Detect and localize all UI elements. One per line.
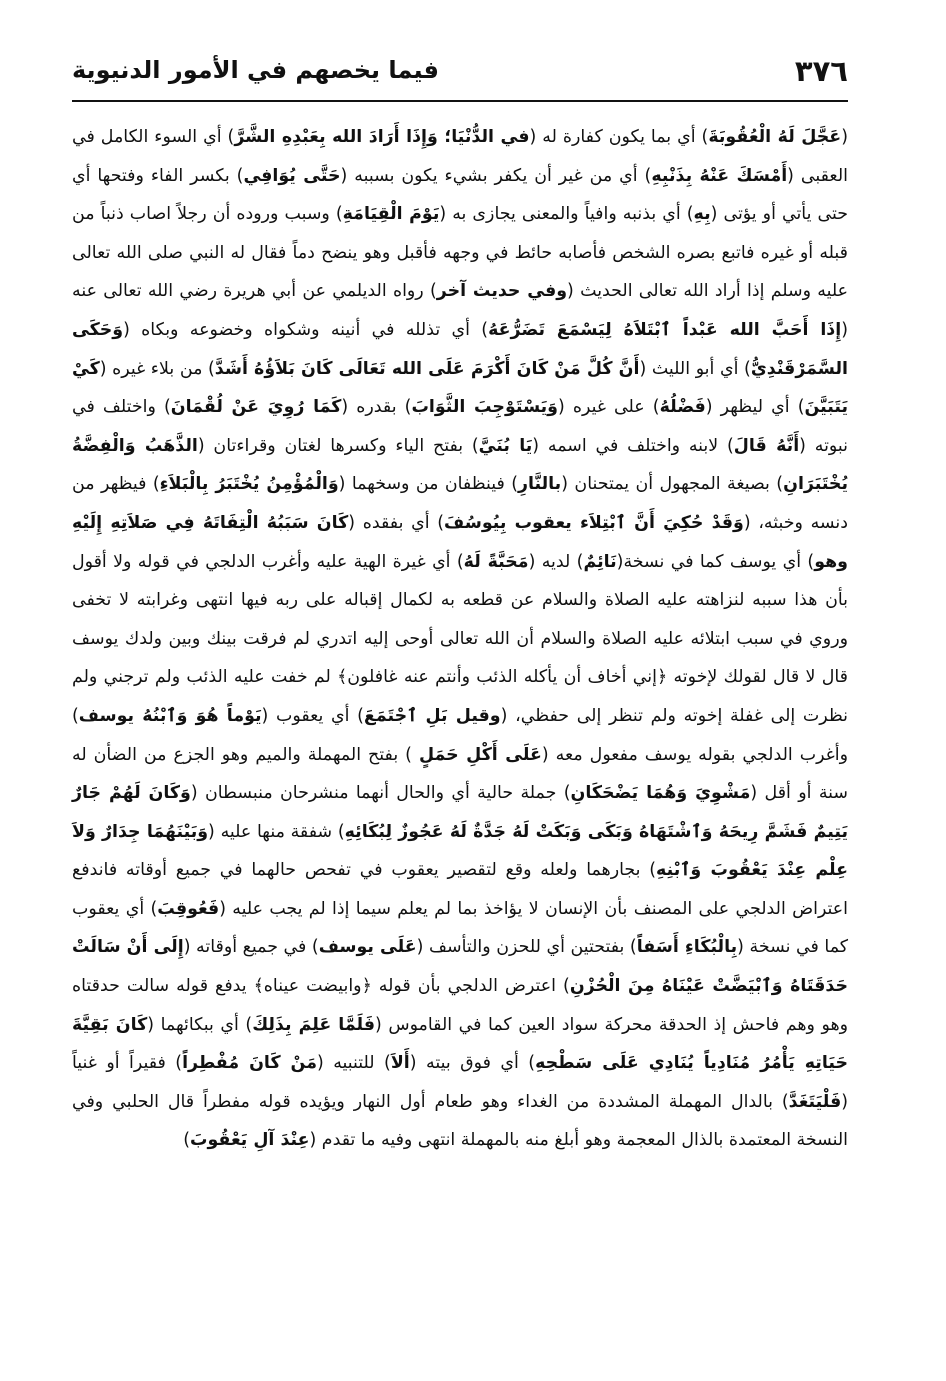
quoted-text-run: وَالْمُؤْمِنُ يُخْتَبَرُ بِالْبَلاَءِ	[159, 474, 339, 495]
quoted-text-run: في الدُّنْيَا؛ وَإِذَا أَرَادَ الله بِعَبْدِهِ الشَّرَّ	[234, 127, 530, 147]
commentary-text-run: ) أي ببكائهما (	[147, 1014, 253, 1035]
quoted-text-run: أَنَّهُ قَالَ	[733, 435, 800, 456]
commentary-text-run: ) بفتح الياء وكسرها لغتان وقراءتان (	[197, 435, 479, 456]
commentary-text-run: ) بفتحتين أي للحزن والتأسف (	[416, 937, 637, 958]
quoted-text-run: يَوْماً هُوَ وَٱبْنُهُ يوسف	[78, 705, 262, 726]
quoted-text-run: كَانَ بَقِيَّةَ حَيَاتِهِ يَأْمُرُ مُنَادِياً يُنَادِي عَلَى سَطْحِهِ	[72, 1014, 848, 1074]
commentary-text-run: ) اعترض الدلجي بأن قوله ﴿وابيضت عيناه﴾ يدفع قوله سالت حدقتاه وهو وهم فاحش إذ الحدقة محركة سواد العين كما في القاموس (	[72, 976, 849, 1035]
commentary-text-run: ) وسبب وروده أن رجلاً اصاب ذنباً من قبله أو غيره فاتبع بصره الشخص فأصابه حائط في وجهه فأقبل وهو ينضح دماً فقال له النبي صلى الله تعالى عليه وسلم إذا أراد الله تعالى الحديث (	[72, 204, 849, 302]
commentary-text-run: ) أي أبو الليث (	[639, 358, 751, 379]
quoted-text-run: حَتَّى يُوَافِي	[243, 165, 341, 186]
running-head: فيما يخصهم في الأمور الدنيوية	[72, 56, 439, 84]
quoted-text-run: عَلَى أَكْلِ حَمَلٍ	[418, 744, 542, 765]
commentary-text-run: ) شفقة منها عليه (	[208, 821, 345, 842]
quoted-text-run: عَجَّلَ لَهُ الْعُقُوبَةَ	[708, 127, 842, 147]
quoted-text-run: يَا بُنَيَّ	[478, 435, 533, 456]
commentary-text-run: ) لديه (	[528, 551, 584, 572]
commentary-text-run: ) أي من غير أن يكفر بشيء يكون بسببه (	[340, 165, 652, 186]
commentary-text-run: ) فقيراً أو غنياً (	[72, 1053, 848, 1112]
quoted-text-run: وَكَانَ لَهُمْ جَارٌ يَتِيمٌ فَشَمَّ رِيحَهُ وَٱشْتَهَاهُ وَبَكَى وَبَكَتْ لَهُ جَدَّةٌ لَهُ عَجُوزٌ لِبُكَائِهِ	[72, 783, 848, 842]
quoted-text-run: أَمْسَكَ عَنْهُ بِذَنْبِهِ	[651, 165, 788, 186]
quoted-text-run: يَوْمَ الْقِيَامَةِ	[342, 204, 440, 225]
commentary-text-run: ) جملة حالية أي والحال أنهما منشرحان منبسطان (	[190, 783, 571, 804]
commentary-text-run: ) أي بما يكون كفارة له (	[529, 127, 709, 147]
quoted-text-run: بِالْبُكَاءِ أَسَفاً	[636, 937, 738, 958]
commentary-text-run: ) أي فوق بيته (	[409, 1053, 536, 1074]
commentary-text-run: ) أي تذلله في أنينه وشكواه وخضوعه وبكاه (	[123, 319, 489, 340]
commentary-text-run: ) أي السوء الكامل في العقبى (	[72, 127, 848, 186]
quoted-text-run: فَلْيَتَغَدَّ	[788, 1091, 842, 1112]
quoted-text-run: بِهِ	[693, 204, 711, 225]
commentary-text-run: )	[183, 1130, 191, 1151]
quoted-text-run: أَنَّ كُلَّ مَنْ كَانَ أَكْرَمَ عَلَى الله تَعَالَى كَانَ بَلاَؤُهُ أَشَدَّ	[214, 358, 640, 379]
quoted-text-run: الذَّهَبُ وَالْفِضَّةُ يُخْتَبَرَانِ	[72, 435, 848, 495]
quoted-text-run: كَيْ يَتَبَيَّنَ	[72, 358, 848, 418]
quoted-text-run: فَعُوقِبَ	[157, 898, 220, 919]
page-number: ٣٧٦	[794, 54, 848, 88]
commentary-text-run: ) أي بفقده (	[348, 512, 445, 533]
commentary-text-run: ) فينظفان من وسخهما (	[338, 474, 518, 495]
commentary-text-run: ) بفتح المهملة والميم وهو الجزع من الضأن له سنة أو أقل (	[72, 744, 848, 804]
commentary-text-run: ) واختلف في نبوته (	[72, 397, 848, 456]
commentary-text-run: ) بالدال المهملة المشددة من الغداء وهو طعام أول النهار ويؤيده قوله مفطراً قال الحلبي وفي النسخة المعتمدة بالذال المعجمة وهو أبلغ منه بالمهملة انتهى وفيه ما تقدم (	[72, 1091, 848, 1151]
page-header	[72, 52, 848, 102]
commentary-text-run: ) أي بذنبه وافياً والمعنى يجازى به (	[439, 204, 694, 225]
quoted-text-run: عِنْدَ آلِ يَعْقُوبَ	[190, 1130, 310, 1151]
commentary-text-run: ) بقدره (	[341, 397, 412, 418]
commentary-text-run: ) على غيره (	[557, 397, 660, 418]
header-rule	[72, 100, 848, 102]
quoted-text-run: أَلاَ	[390, 1053, 410, 1074]
commentary-text-run: ) أي يعقوب كما في نسخة (	[72, 898, 849, 958]
commentary-text-run: ) وأغرب الدلجي بقوله يوسف مفعول معه (	[72, 705, 848, 765]
commentary-text-run: ) بجارهما ولعله وقع لتقصير يعقوب في تفحص حالهما في جميع أوقاته فاندفع اعتراض الدلجي على المصنف بأن الإنسان لا يؤاخذ بما لم يعلم سيما إذا لم يجب عليه (	[72, 860, 849, 919]
quoted-text-run: وفي حديث آخر	[436, 281, 568, 302]
quoted-text-run: كَمَا رُوِيَ عَنْ لُقْمَانَ	[170, 397, 342, 418]
quoted-text-run: وَقَدْ حُكِيَ أَنَّ ٱبْتِلاَء يعقوب بِيُوسُفَ	[444, 512, 744, 533]
quoted-text-run: نَائِمٌ	[583, 551, 617, 572]
commentary-paragraph	[72, 118, 848, 1160]
commentary-text-run: ) أي ليظهر (	[705, 397, 805, 418]
commentary-text-run: ) من بلاء غيره (	[99, 358, 215, 379]
commentary-text-run: ) بصيغة المجهول أن يمتحنان (	[561, 474, 784, 495]
body-text	[72, 118, 848, 1160]
quoted-text-run: مَحَبَّةً لَهُ	[463, 551, 529, 572]
commentary-text-run: ) أي يوسف كما في نسخة(	[616, 551, 815, 572]
commentary-text-run: ) أي يعقوب (	[261, 705, 364, 726]
quoted-text-run: مَشْوِيَ وَهُمَا يَضْحَكَانِ	[570, 783, 751, 804]
quoted-text-run: وَبَيْنَهُمَا جِدَارٌ وَلاَ عِلْم عِنْدَ يَعْقُوبَ وَٱبْنِهِ	[72, 821, 848, 881]
quoted-text-run: فَلَمَّا عَلِمَ بِذَلِكَ	[252, 1014, 375, 1035]
commentary-text-run: ) في جميع أوقاته (	[183, 937, 319, 958]
commentary-text-run: ) لابنه واختلف في اسمه (	[532, 435, 734, 456]
commentary-text-run: ) أي غيرة الهية عليه وأغرب الدلجي في قوله ولا أقول بأن هذا سببه لنزاهته عليه الصلاة والسلام عن قطعه به لكمال إقباله على ربه فيها انتهى وغرابته لا تخفى وروي في سبب ابتلائه عليه الصلاة والسلام أن الله تعالى أوحى إليه اتدري لم فرقت بينك وبين ولدك يوسف قال لا قال لقولك لإخوته ﴿إني أخاف أن يأكله الذئب وأنتم عنه غافلون﴾ لم خفت عليه الذئب ولم ترجني ولم نظرت إلى غفلة إخوته ولم تنظر إلى حفظي، (	[72, 551, 849, 726]
quoted-text-run: فَضْلُهُ	[659, 397, 706, 418]
quoted-text-run: بالنَّارِ	[517, 474, 562, 495]
quoted-text-run: وَيَسْتَوْجِبَ الثَّوَابَ	[411, 397, 558, 418]
quoted-text-run: وَحَكَى السَّمَرْقَنْدِيُّ	[72, 319, 848, 379]
quoted-text-run: وقيل بَلِ ٱجْتَمَعَ	[363, 705, 501, 726]
quoted-text-run: مَنْ كَانَ مُفْطِراً	[182, 1053, 317, 1074]
quoted-text-run: إِذَا أَحَبَّ الله عَبْداً ٱبْتَلاَهُ لِيَسْمَعَ تَضَرُّعَهُ	[488, 319, 842, 340]
commentary-text-run: ) بكسر الفاء وفتحها أي حتى يأتي أو يؤتى (	[72, 165, 848, 225]
commentary-text-run: ) رواه الديلمي عن أبي هريرة رضي الله تعالى عنه (	[72, 281, 848, 340]
quoted-text-run: إِلَى أَنْ سَالَتْ حَدَقَتَاهُ وَٱبْيَضَّتْ عَيْنَاهُ مِنَ الْحُزْنِ	[72, 937, 848, 997]
commentary-text-run: ) للتنبيه (	[316, 1053, 391, 1074]
commentary-text-run: (	[841, 127, 848, 147]
commentary-text-run: ) فيظهر من دنسه وخبثه، (	[72, 474, 849, 533]
quoted-text-run: عَلَى يوسف	[318, 937, 417, 958]
quoted-text-run: كَانَ سَبَبُهُ الْتِفَاتَهُ فِي صَلاَتِهِ إِلَيْهِ وهو	[72, 512, 848, 572]
